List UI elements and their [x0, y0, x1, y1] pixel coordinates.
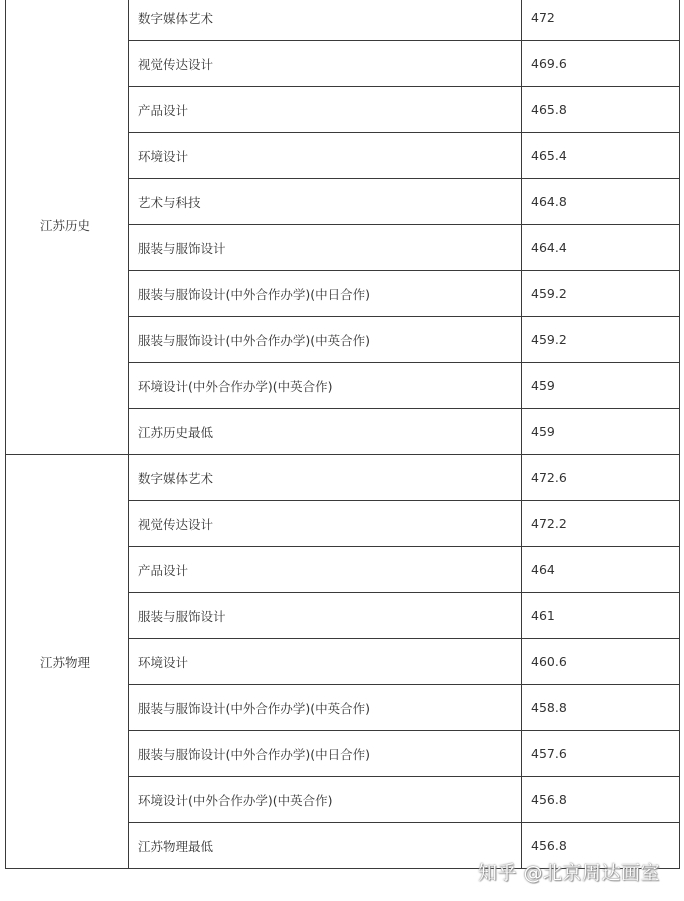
watermark: 知乎 @北京周达画室: [478, 862, 661, 884]
group-label: 江苏物理: [6, 455, 129, 869]
major-cell: 环境设计(中外合作办学)(中英合作): [129, 777, 522, 823]
score-table: [5, 0, 680, 869]
score-cell: 465.8: [522, 87, 680, 133]
score-cell: 459: [522, 409, 680, 455]
major-cell: 环境设计: [129, 133, 522, 179]
major-cell: 产品设计: [129, 547, 522, 593]
major-cell: 数字媒体艺术: [129, 455, 522, 501]
major-cell: 环境设计(中外合作办学)(中英合作): [129, 363, 522, 409]
major-cell: 环境设计: [129, 639, 522, 685]
major-cell: 服装与服饰设计(中外合作办学)(中英合作): [129, 685, 522, 731]
score-cell: 472.6: [522, 455, 680, 501]
major-cell: 视觉传达设计: [129, 41, 522, 87]
score-cell: 464.8: [522, 179, 680, 225]
score-cell: 457.6: [522, 731, 680, 777]
major-cell: 江苏历史最低: [129, 409, 522, 455]
score-cell: 469.6: [522, 41, 680, 87]
score-cell: 461: [522, 593, 680, 639]
major-cell: 视觉传达设计: [129, 501, 522, 547]
score-cell: 459.2: [522, 271, 680, 317]
score-cell: 464.4: [522, 225, 680, 271]
major-cell: 江苏物理最低: [129, 823, 522, 869]
score-cell: 459.2: [522, 317, 680, 363]
table-row: [6, 0, 680, 41]
major-cell: 艺术与科技: [129, 179, 522, 225]
major-cell: 服装与服饰设计(中外合作办学)(中日合作): [129, 731, 522, 777]
score-cell: 460.6: [522, 639, 680, 685]
score-cell: 465.4: [522, 133, 680, 179]
major-cell: 服装与服饰设计(中外合作办学)(中英合作): [129, 317, 522, 363]
score-cell: 472.2: [522, 501, 680, 547]
score-cell: 456.8: [522, 777, 680, 823]
group-label: 江苏历史: [6, 0, 129, 455]
table-row: [6, 455, 680, 501]
major-cell: 服装与服饰设计: [129, 225, 522, 271]
score-cell: 464: [522, 547, 680, 593]
score-cell: 472: [522, 0, 680, 41]
score-cell: 459: [522, 363, 680, 409]
major-cell: 服装与服饰设计: [129, 593, 522, 639]
major-cell: 服装与服饰设计(中外合作办学)(中日合作): [129, 271, 522, 317]
major-cell: 产品设计: [129, 87, 522, 133]
score-cell: 456.8: [522, 823, 680, 869]
score-cell: 458.8: [522, 685, 680, 731]
major-cell: 数字媒体艺术: [129, 0, 522, 41]
